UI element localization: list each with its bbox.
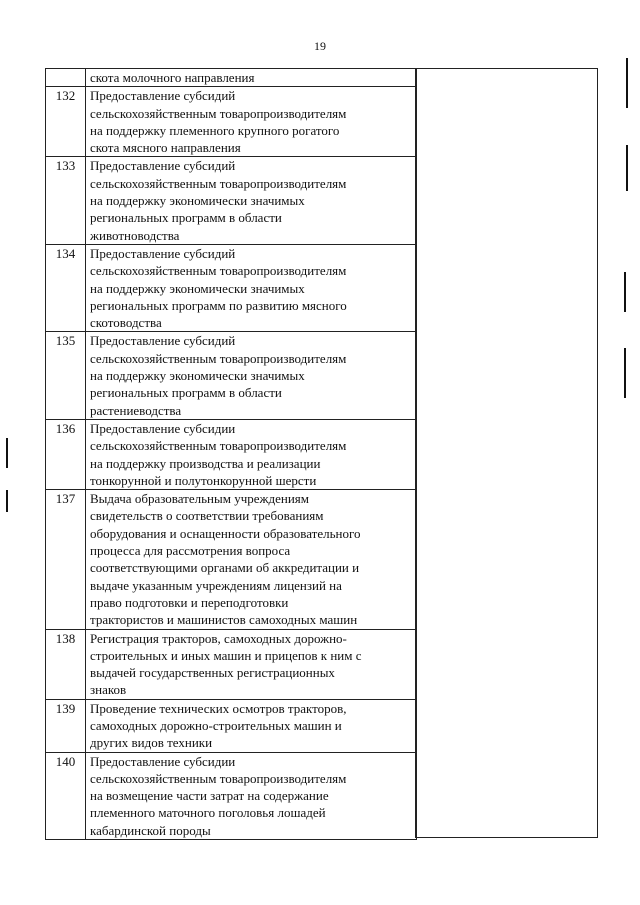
row-description: Предоставление субсидий сельскохозяйственным товаропроизводителям на поддержку экономически значимых региональных программ в области животноводства [86,157,417,244]
table-row [46,332,417,419]
table-row [46,752,417,839]
row-number: 135 [46,332,86,419]
row-number: 134 [46,244,86,331]
scan-mark [626,145,628,191]
table-row [46,629,417,699]
scan-mark [624,348,626,398]
table-row [46,699,417,752]
table-row [46,244,417,331]
table-row [46,157,417,244]
row-description: Предоставление субсидии сельскохозяйственным товаропроизводителям на поддержку производства и реализации тонкорунной и полутонкорунной шерсти [86,419,417,489]
row-description: Выдача образовательным учреждениям свидетельств о соответствии требованиям оборудования и оснащенности образовательного процесса для рассмотрения вопроса соответствующими органами об аккредитации и выдаче указанным учреждениям лицензий на право подготовки и переподготовки трактористов и машинистов самоходных машин [86,490,417,629]
scan-mark [624,272,626,312]
row-number: 140 [46,752,86,839]
scan-mark [626,58,628,108]
row-description: Предоставление субсидий сельскохозяйственным товаропроизводителям на поддержку племенного крупного рогатого скота мясного направления [86,87,417,157]
row-number: 137 [46,490,86,629]
row-description: Предоставление субсидий сельскохозяйственным товаропроизводителям на поддержку экономически значимых региональных программ по развитию мясного скотоводства [86,244,417,331]
services-table [45,68,417,840]
table-row [46,419,417,489]
row-description: Предоставление субсидии сельскохозяйственным товаропроизводителям на возмещение части затрат на содержание племенного маточного поголовья лошадей кабардинской породы [86,752,417,839]
row-number: 136 [46,419,86,489]
scan-mark [6,438,8,468]
row-number: 138 [46,629,86,699]
row-number: 132 [46,87,86,157]
row-description: Предоставление субсидий сельскохозяйственным товаропроизводителям на поддержку экономически значимых региональных программ в области растениеводства [86,332,417,419]
row-description: Проведение технических осмотров тракторов, самоходных дорожно-строительных машин и других видов техники [86,699,417,752]
table-row [46,490,417,629]
table-row [46,87,417,157]
row-description: скота молочного направления [86,69,417,87]
table-row [46,69,417,87]
page-number: 19 [314,39,326,53]
scan-mark [6,490,8,512]
row-number: 133 [46,157,86,244]
row-description: Регистрация тракторов, самоходных дорожно- строительных и иных машин и прицепов к ним с выдачей государственных регистрационных знаков [86,629,417,699]
row-number [46,69,86,87]
row-number: 139 [46,699,86,752]
empty-right-column [415,68,598,838]
